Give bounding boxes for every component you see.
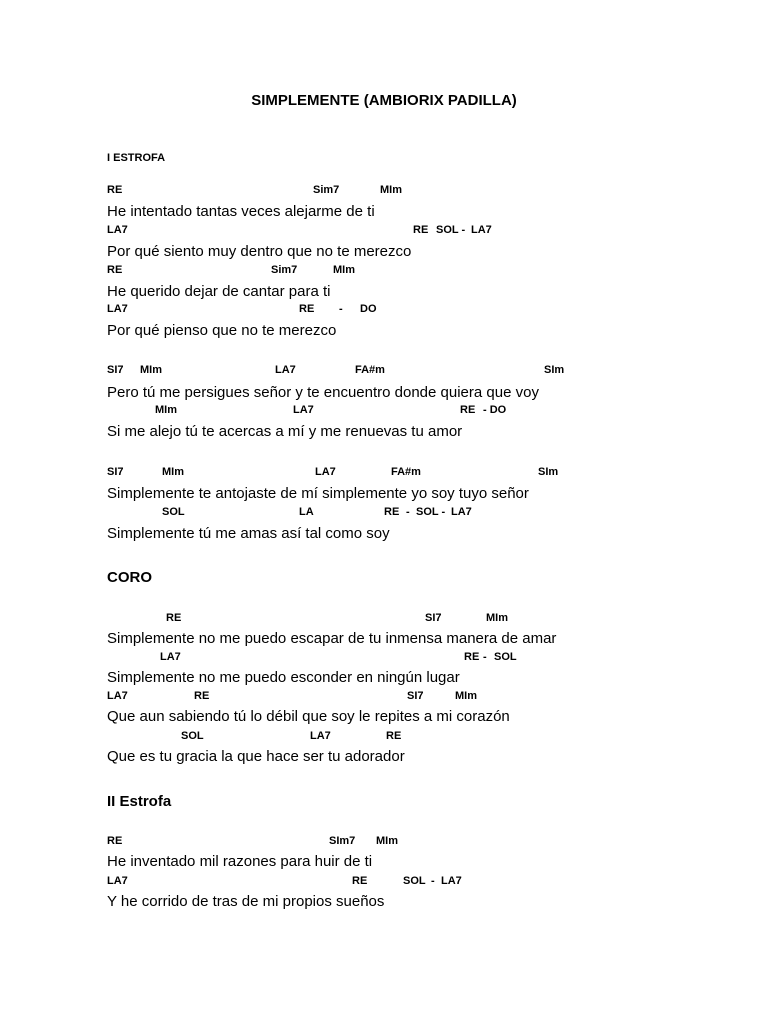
chord-line [0,404,768,424]
chord: RE [352,875,368,887]
lyric-line: Si me alejo tú te acercas a mí y me renuevas tu amor [107,423,463,440]
chord: LA [299,506,314,518]
chord: RE [194,690,210,702]
lyric-line: Por qué pienso que no te merezco [107,322,337,339]
chord: SIm [538,466,559,478]
chord: MIm [455,690,477,702]
section-heading-estrofa-2: II Estrofa [107,793,172,810]
chord: LA7 [441,875,462,887]
chord: - [483,651,487,663]
chord-line [0,875,768,895]
chord: LA7 [315,466,336,478]
lyric-line: Pero tú me persigues señor y te encuentro donde quiera que voy [107,384,539,401]
chord: LA7 [107,303,128,315]
chord-line [0,835,768,855]
chord: Sim7 [313,184,340,196]
lyric-line: Por qué siento muy dentro que no te merezco [107,243,412,260]
chord: MIm [155,404,177,416]
chord: Sim7 [271,264,298,276]
lyric-line: Simplemente tú me amas así tal como soy [107,525,390,542]
lyric-line: Y he corrido de tras de mi propios sueños [107,893,385,910]
chord: RE [107,184,123,196]
chord: LA7 [293,404,314,416]
chord: SOL - [416,506,446,518]
lyric-line: Que aun sabiendo tú lo débil que soy le repites a mi corazón [107,708,510,725]
chord: RE [460,404,476,416]
lyric-line: Simplemente no me puedo esconder en ningún lugar [107,669,460,686]
chord: FA#m [355,364,385,376]
chord: MIm [380,184,402,196]
chord: MIm [140,364,162,376]
chord: RE [299,303,315,315]
chord-line [0,224,768,244]
chord: SI7 [107,364,124,376]
chord: - [406,506,410,518]
chord: RE [413,224,429,236]
chord-line [0,651,768,671]
chord: LA7 [160,651,181,663]
chord: DO [360,303,377,315]
section-heading-coro: CORO [107,569,152,586]
lyric-line: Que es tu gracia la que hace ser tu adorador [107,748,405,765]
chord: SI7 [425,612,442,624]
lyric-line: Simplemente te antojaste de mí simplemente yo soy tuyo señor [107,485,529,502]
chord: FA#m [391,466,421,478]
chord: RE [107,835,123,847]
chord: MIm [162,466,184,478]
chord-line [0,364,768,384]
chord: SIm [544,364,565,376]
chord: SI7 [107,466,124,478]
chord: - [431,875,435,887]
chord: - [339,303,343,315]
chord: SOL [403,875,426,887]
chord: LA7 [451,506,472,518]
chord: SOL [181,730,204,742]
chord: - DO [483,404,507,416]
chord: SOL - [436,224,466,236]
chord-line [0,264,768,284]
chord: RE [107,264,123,276]
chord: LA7 [107,875,128,887]
chord: SOL [494,651,517,663]
chord-line [0,466,768,486]
chord: RE [464,651,480,663]
chord: LA7 [107,224,128,236]
lyric-line: Simplemente no me puedo escapar de tu inmensa manera de amar [107,630,557,647]
chord: RE [166,612,182,624]
chord-line [0,303,768,323]
chord: MIm [486,612,508,624]
chord-line [0,690,768,710]
chord: MIm [376,835,398,847]
chord: RE [384,506,400,518]
chord-line [0,730,768,750]
chord-line [0,612,768,632]
lyric-line: He querido dejar de cantar para ti [107,283,331,300]
chord: LA7 [107,690,128,702]
chord-line [0,506,768,526]
chord: SIm7 [329,835,356,847]
chord: RE [386,730,402,742]
lyric-line: He intentado tantas veces alejarme de ti [107,203,375,220]
chord: LA7 [471,224,492,236]
song-title: SIMPLEMENTE (AMBIORIX PADILLA) [251,92,517,109]
chord-line [0,184,768,204]
chord: LA7 [275,364,296,376]
chord: SI7 [407,690,424,702]
chord: SOL [162,506,185,518]
section-heading-estrofa-1: I ESTROFA [107,152,166,164]
chord: LA7 [310,730,331,742]
lyric-line: He inventado mil razones para huir de ti [107,853,373,870]
chord: MIm [333,264,355,276]
